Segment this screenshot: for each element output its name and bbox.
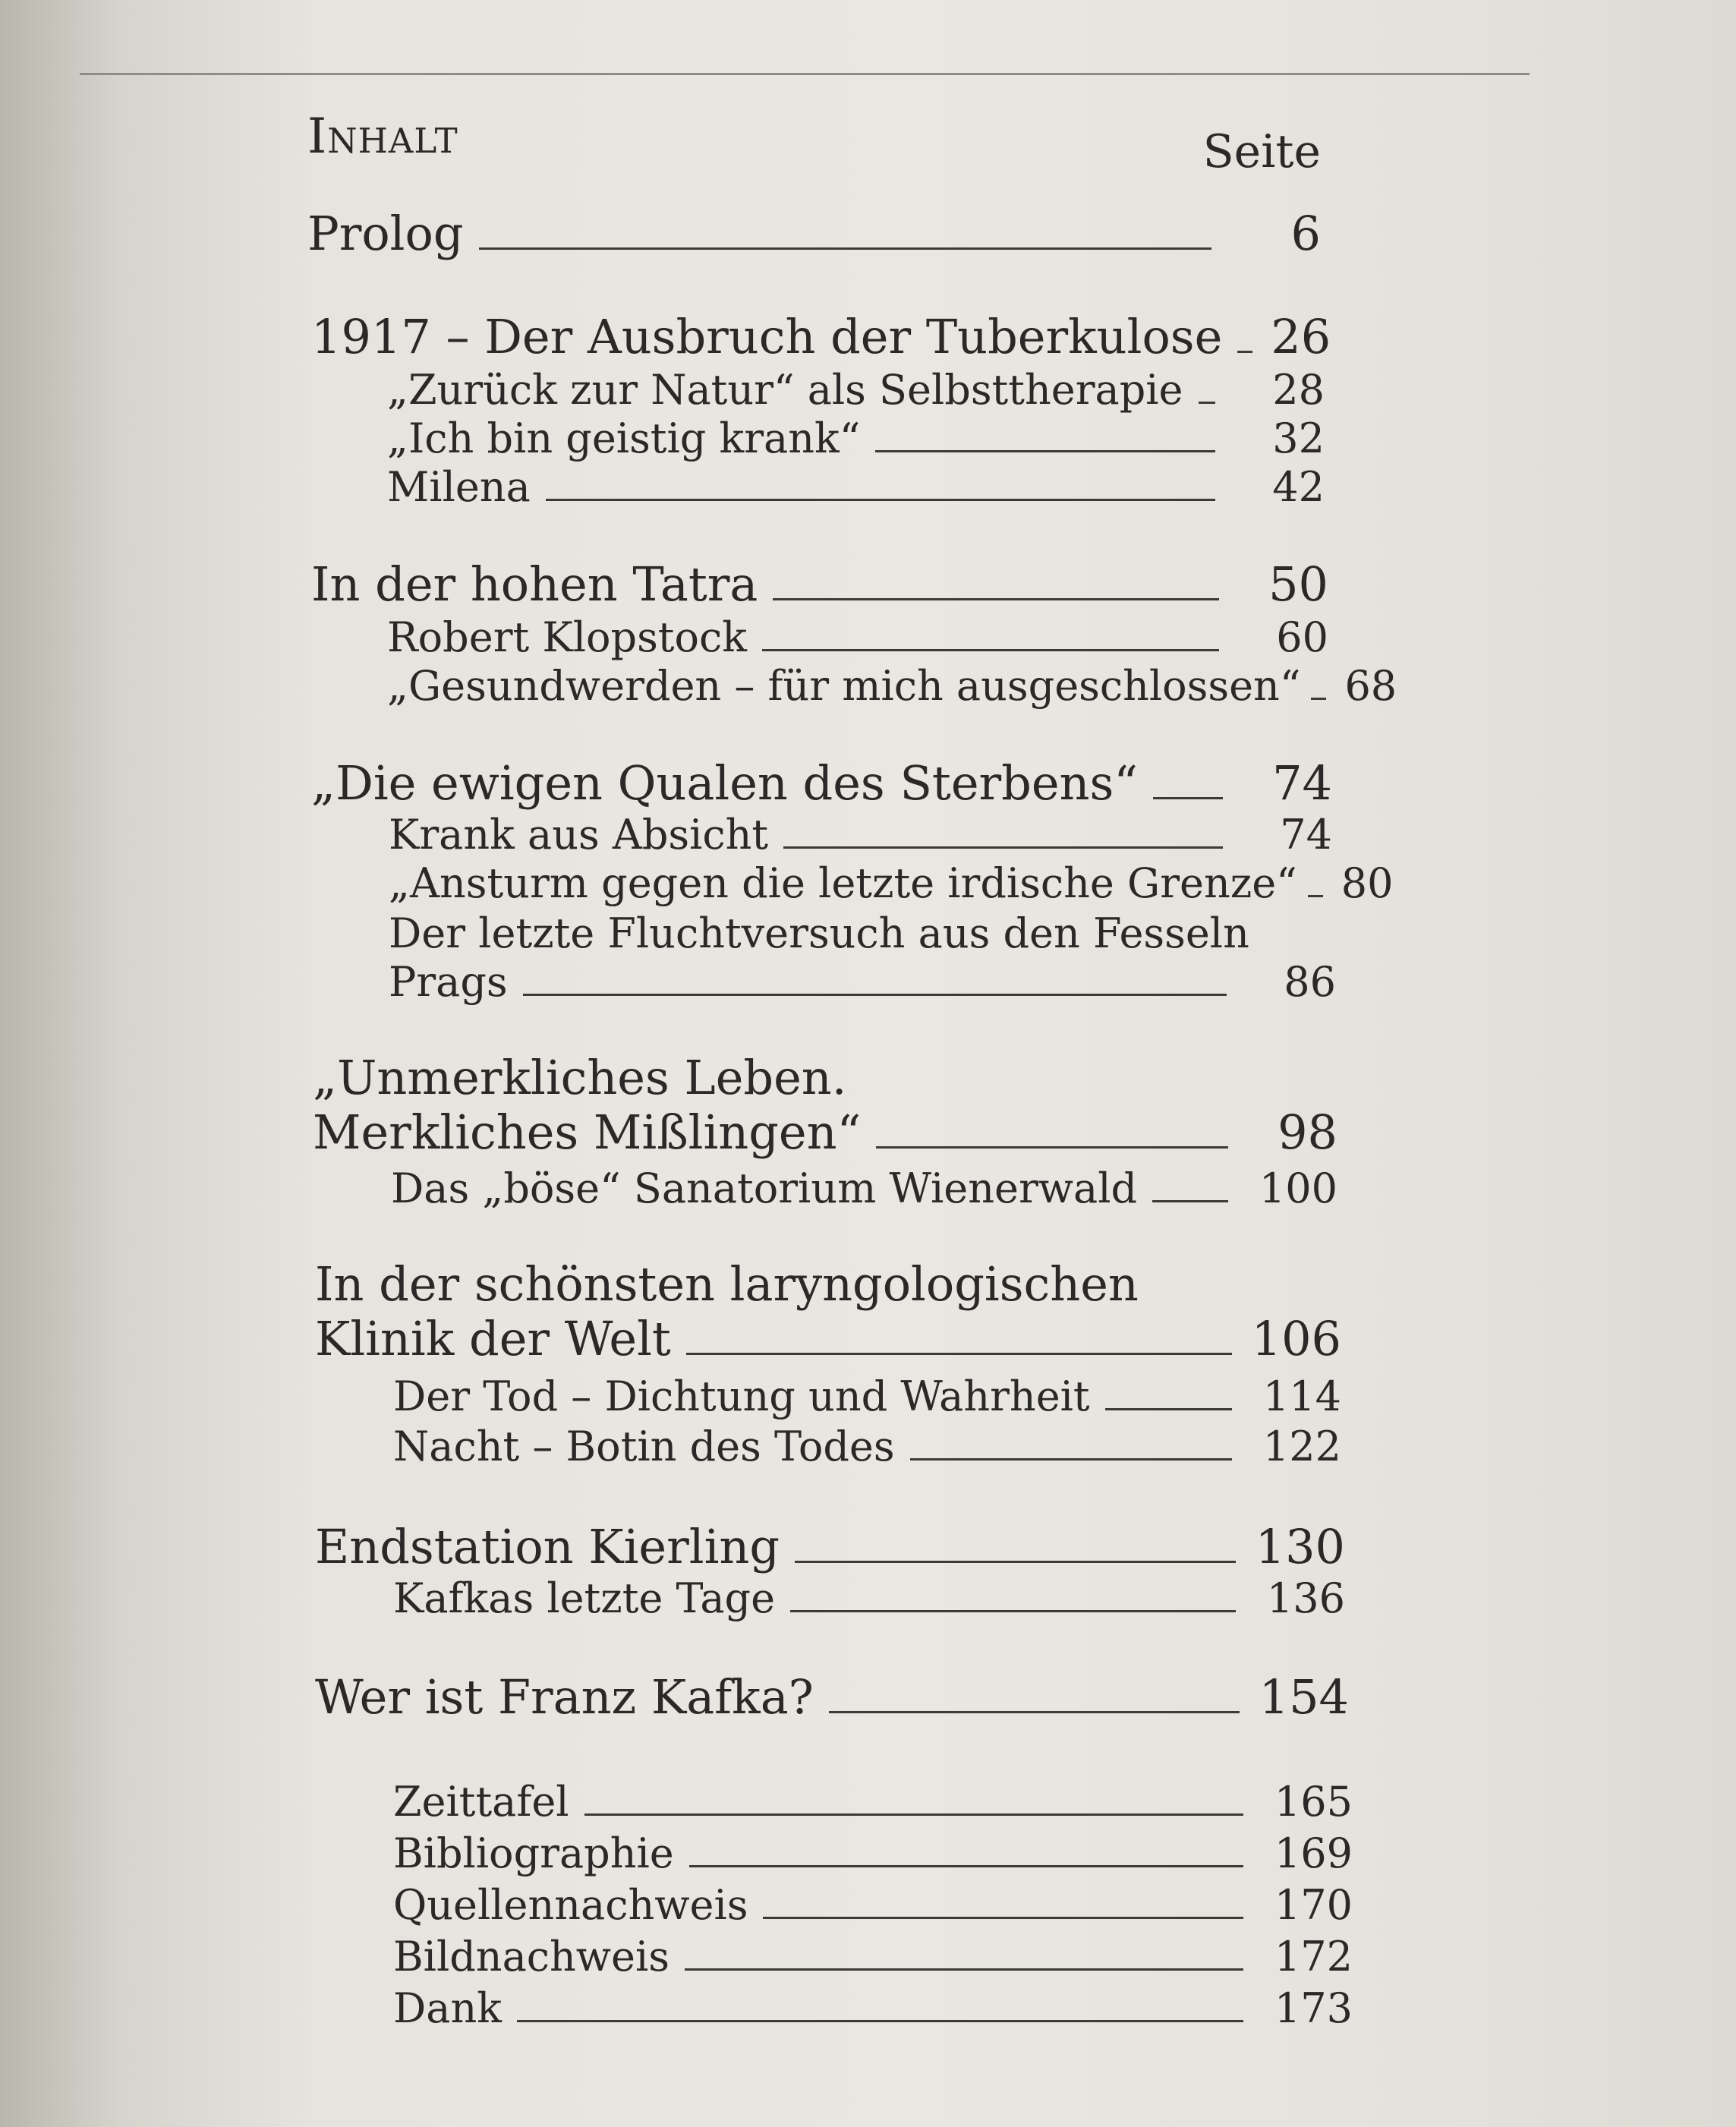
toc-entry-label-line1: Der letzte Fluchtversuch aus den Fesseln	[389, 909, 1249, 957]
toc-entry-section	[389, 859, 1394, 908]
toc-entry-label: Prags	[389, 958, 508, 1006]
toc-entry-label: „Gesundwerden – für mich ausgeschlossen“	[387, 662, 1301, 710]
toc-entry-page: 122	[1262, 1423, 1341, 1470]
toc-entry-label: „Ansturm gegen die letzte irdische Grenze“	[389, 859, 1297, 907]
toc-entry-page: 172	[1274, 1933, 1353, 1980]
leader-line	[689, 1865, 1243, 1867]
toc-entry-label: Klinik der Welt	[315, 1311, 671, 1366]
leader-line	[584, 1813, 1243, 1816]
toc-entry-page: 106	[1251, 1311, 1341, 1366]
toc-entry-label: Bildnachweis	[393, 1933, 670, 1980]
toc-entry-label: „Zurück zur Natur“ als Selbsttherapie	[387, 366, 1183, 414]
leader-line	[875, 450, 1215, 452]
toc-entry-chapter-multiline	[315, 1257, 1341, 1366]
toc-entry-chapter	[315, 1670, 1349, 1725]
leader-line	[1308, 895, 1323, 897]
toc-entry-chapter	[315, 1520, 1345, 1574]
toc-entry-label: Zeittafel	[393, 1778, 569, 1826]
toc-entry-page: 80	[1341, 859, 1394, 907]
toc-entry-page: 42	[1272, 463, 1325, 511]
leader-line	[829, 1711, 1240, 1713]
toc-entry-page: 100	[1259, 1164, 1337, 1212]
leader-line	[1152, 1200, 1228, 1202]
leader-line	[1237, 351, 1252, 353]
leader-line	[523, 994, 1227, 996]
toc-entry-label: „Ich bin geistig krank“	[387, 414, 861, 462]
toc-entry-section-multiline	[389, 909, 1336, 1007]
toc-entry-section	[387, 463, 1325, 512]
toc-entry-label: Kafkas letzte Tage	[393, 1574, 776, 1622]
toc-entry-prolog	[307, 206, 1321, 261]
toc-entry-label-line1: In der schönsten laryngologischen	[315, 1256, 1139, 1312]
toc-entry-page: 32	[1272, 414, 1325, 462]
toc-entry-page: 50	[1268, 556, 1328, 612]
toc-entry-chapter	[311, 557, 1328, 612]
toc-entry-page: 165	[1274, 1778, 1353, 1826]
toc-entry-label: 1917 – Der Ausbruch der Tuberkulose	[311, 309, 1223, 364]
leader-line	[685, 1968, 1243, 1971]
leader-line	[1153, 797, 1223, 799]
toc-entry-label: Robert Klopstock	[387, 613, 747, 661]
toc-entry-page: 26	[1271, 309, 1331, 364]
toc-entry-label: Merkliches Mißlingen“	[313, 1104, 862, 1160]
leader-line	[1311, 698, 1326, 700]
toc-entry-chapter	[311, 756, 1332, 811]
leader-line	[517, 2020, 1243, 2022]
page-column-label: Seite	[1202, 125, 1321, 178]
leader-line	[876, 1146, 1228, 1149]
leader-line	[762, 649, 1219, 651]
leader-line	[546, 499, 1215, 501]
toc-entry-section	[393, 1423, 1341, 1471]
toc-entry-label: Quellennachweis	[393, 1881, 748, 1929]
leader-line	[790, 1610, 1236, 1612]
toc-entry-section	[393, 1372, 1341, 1421]
toc-entry-page: 154	[1259, 1669, 1349, 1725]
toc-entry-page: 98	[1278, 1104, 1337, 1160]
leader-line	[910, 1458, 1232, 1461]
toc-entry-appendix	[393, 1881, 1353, 1930]
toc-entry-section	[391, 1164, 1337, 1213]
leader-line	[1199, 402, 1216, 404]
toc-entry-chapter	[311, 309, 1331, 364]
toc-entry-label: Nacht – Botin des Todes	[393, 1423, 895, 1470]
toc-entry-label: „Die ewigen Qualen des Sterbens“	[311, 755, 1138, 811]
toc-entry-appendix	[393, 1933, 1353, 1981]
toc-entry-label: In der hohen Tatra	[311, 556, 758, 612]
toc-entry-label: Endstation Kierling	[315, 1519, 780, 1574]
toc-entry-chapter-multiline	[313, 1051, 1337, 1160]
toc-entry-page: 86	[1284, 958, 1336, 1006]
leader-line	[479, 247, 1211, 250]
toc-entry-label: Milena	[387, 463, 531, 511]
toc-entry-page: 28	[1272, 366, 1325, 414]
leader-line	[795, 1561, 1236, 1563]
toc-entry-appendix	[393, 1829, 1353, 1878]
leader-line	[686, 1353, 1232, 1355]
top-rule	[80, 73, 1530, 75]
toc-entry-page: 68	[1344, 662, 1397, 710]
toc-entry-label: Dank	[393, 1984, 502, 2032]
toc-entry-page: 169	[1274, 1829, 1353, 1877]
toc-entry-page: 173	[1274, 1984, 1353, 2032]
toc-entry-section	[387, 613, 1328, 662]
toc-entry-page: 74	[1272, 755, 1332, 811]
toc-entry-section	[387, 662, 1397, 711]
toc-entry-page: 170	[1274, 1881, 1353, 1929]
toc-entry-section	[387, 366, 1325, 414]
toc-entry-section	[389, 811, 1332, 859]
toc-entry-page: 60	[1276, 613, 1328, 661]
toc-entry-label: Das „böse“ Sanatorium Wienerwald	[391, 1164, 1138, 1212]
toc-entry-label-line1: „Unmerkliches Leben.	[313, 1050, 847, 1105]
toc-entry-label: Wer ist Franz Kafka?	[315, 1669, 814, 1725]
toc-entry-appendix	[393, 1778, 1353, 1826]
toc-entry-label: Bibliographie	[393, 1829, 674, 1877]
toc-entry-page: 6	[1290, 206, 1321, 261]
toc-entry-page: 74	[1280, 811, 1332, 859]
toc-entry-page: 130	[1255, 1519, 1345, 1574]
toc-heading	[307, 106, 1321, 178]
toc-entry-appendix	[393, 1984, 1353, 2033]
toc-entry-page: 114	[1262, 1372, 1341, 1420]
leader-line	[763, 1917, 1243, 1919]
toc-entry-label: Der Tod – Dichtung und Wahrheit	[393, 1372, 1090, 1420]
toc-entry-section	[387, 414, 1325, 463]
leader-line	[783, 846, 1223, 849]
toc-entry-label: Krank aus Absicht	[389, 811, 769, 859]
toc-title: Inhalt	[307, 109, 458, 165]
toc-entry-label: Prolog	[307, 206, 464, 261]
leader-line	[1105, 1408, 1232, 1410]
leader-line	[773, 598, 1219, 600]
toc-entry-page: 136	[1266, 1574, 1345, 1622]
toc-entry-section	[393, 1574, 1345, 1623]
